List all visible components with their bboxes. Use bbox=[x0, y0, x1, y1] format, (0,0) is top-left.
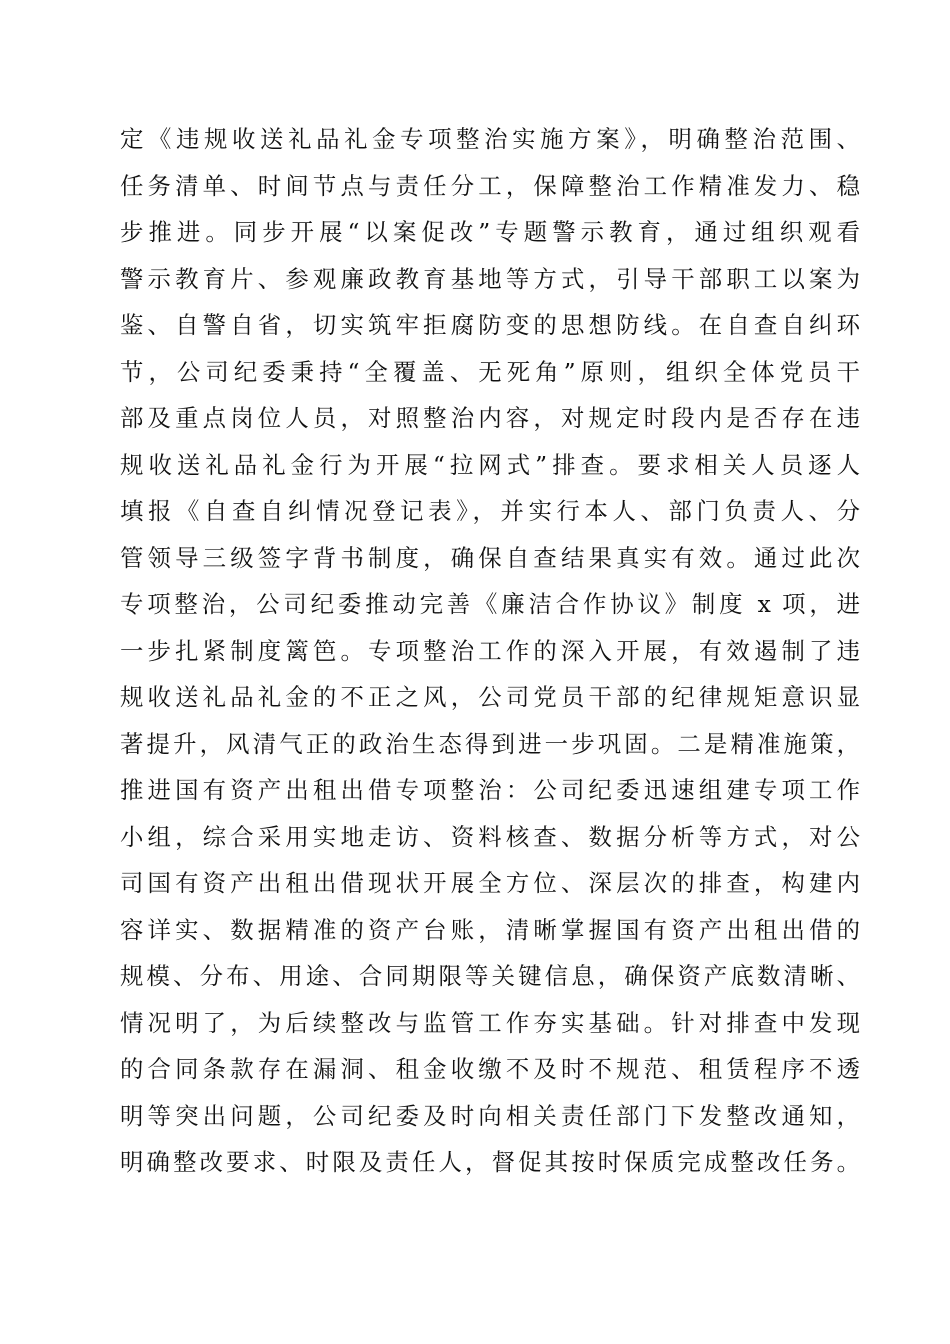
text-line: 鉴、自警自省，切实筑牢拒腐防变的思想防线。在自查自纠环 bbox=[120, 311, 860, 339]
text-line: 推进国有资产出租出借专项整治：公司纪委迅速组建专项工作 bbox=[120, 776, 860, 804]
text-line: 填报《自查自纠情况登记表》，并实行本人、部门负责人、分 bbox=[120, 497, 860, 525]
text-line: 任务清单、时间节点与责任分工，保障整治工作精准发力、稳 bbox=[120, 171, 860, 200]
text-line: 规收送礼品礼金行为开展“拉网式”排查。要求相关人员逐人 bbox=[120, 450, 860, 479]
text-line: 部及重点岗位人员，对照整治内容，对规定时段内是否存在违 bbox=[120, 404, 860, 432]
text-line: 容详实、数据精准的资产台账，清晰掌握国有资产出租出借的 bbox=[120, 915, 860, 944]
text-line: 专项整治，公司纪委推动完善《廉洁合作协议》制度 x 项，进 bbox=[120, 590, 860, 618]
text-line: 明确整改要求、时限及责任人，督促其按时保质完成整改任务。 bbox=[120, 1148, 860, 1176]
text-line: 情况明了，为后续整改与监管工作夯实基础。针对排查中发现 bbox=[120, 1008, 860, 1037]
body-paragraph bbox=[120, 116, 860, 1186]
text-line: 明等突出问题，公司纪委及时向相关责任部门下发整改通知， bbox=[120, 1101, 860, 1130]
text-line: 一步扎紧制度篱笆。专项整治工作的深入开展，有效遏制了违 bbox=[120, 636, 860, 665]
text-line: 步推进。同步开展“以案促改”专题警示教育，通过组织观看 bbox=[120, 218, 860, 246]
text-line: 定《违规收送礼品礼金专项整治实施方案》，明确整治范围、 bbox=[120, 125, 860, 153]
text-line: 规模、分布、用途、合同期限等关键信息，确保资产底数清晰、 bbox=[120, 962, 860, 990]
text-line: 小组，综合采用实地走访、资料核查、数据分析等方式，对公 bbox=[120, 822, 860, 851]
text-line: 著提升，风清气正的政治生态得到进一步巩固。二是精准施策， bbox=[120, 729, 860, 758]
text-line: 司国有资产出租出借现状开展全方位、深层次的排查，构建内 bbox=[120, 869, 860, 897]
text-line: 警示教育片、参观廉政教育基地等方式，引导干部职工以案为 bbox=[120, 264, 860, 293]
text-line: 规收送礼品礼金的不正之风，公司党员干部的纪律规矩意识显 bbox=[120, 683, 860, 711]
text-line: 管领导三级签字背书制度，确保自查结果真实有效。通过此次 bbox=[120, 543, 860, 572]
text-line: 节，公司纪委秉持“全覆盖、无死角”原则，组织全体党员干 bbox=[120, 357, 860, 386]
text-line: 的合同条款存在漏洞、租金收缴不及时不规范、租赁程序不透 bbox=[120, 1055, 860, 1083]
